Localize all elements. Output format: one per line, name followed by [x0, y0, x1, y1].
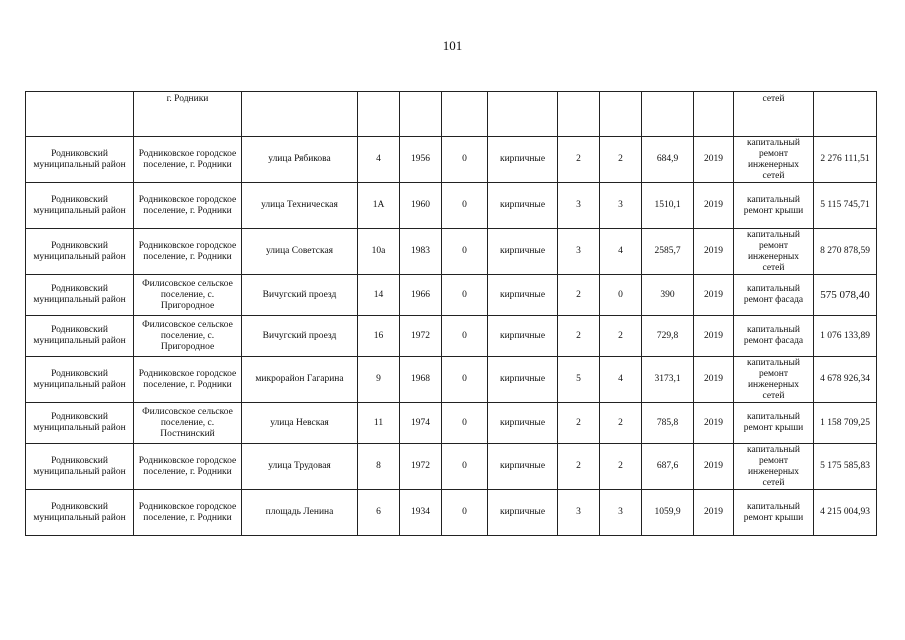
cell-cost: 575 078,40: [814, 275, 877, 316]
cell-zero: 0: [442, 275, 488, 316]
cell-entrances: 0: [600, 275, 642, 316]
cell-house: 8: [358, 444, 400, 490]
table-row: [26, 183, 877, 229]
cell-street: площадь Ленина: [242, 490, 358, 536]
cell-floors: 3: [558, 490, 600, 536]
cell-settlement: Филисовское сельское поселение, с. Постнинский: [134, 403, 242, 444]
cell-area: 3173,1: [642, 357, 694, 403]
cell-entrances: 3: [600, 183, 642, 229]
cell-street: микрорайон Гагарина: [242, 357, 358, 403]
cell-entrances: 2: [600, 403, 642, 444]
cell-cost: 8 270 878,59: [814, 229, 877, 275]
cell-plan-year: 2019: [694, 229, 734, 275]
cell-street: улица Техническая: [242, 183, 358, 229]
cell-work-type: капитальный ремонт крыши: [734, 490, 814, 536]
cell-area: [642, 92, 694, 137]
cell-district: Родниковский муниципальный район: [26, 229, 134, 275]
cell-entrances: 3: [600, 490, 642, 536]
cell-floors: 5: [558, 357, 600, 403]
cell-entrances: [600, 92, 642, 137]
cell-plan-year: 2019: [694, 444, 734, 490]
cell-area: 2585,7: [642, 229, 694, 275]
cell-work-type: капитальный ремонт инженерных сетей: [734, 137, 814, 183]
cell-year-built: 1966: [400, 275, 442, 316]
cell-work-type: капитальный ремонт инженерных сетей: [734, 444, 814, 490]
cell-zero: 0: [442, 444, 488, 490]
cell-house: 14: [358, 275, 400, 316]
cell-area: 684,9: [642, 137, 694, 183]
cell-year-built: 1960: [400, 183, 442, 229]
cell-district: Родниковский муниципальный район: [26, 403, 134, 444]
cell-entrances: 2: [600, 137, 642, 183]
cell-floors: [558, 92, 600, 137]
cell-plan-year: 2019: [694, 137, 734, 183]
table-row: [26, 357, 877, 403]
cell-area: 1510,1: [642, 183, 694, 229]
cell-wall-material: кирпичные: [488, 357, 558, 403]
cell-cost: 4 215 004,93: [814, 490, 877, 536]
cell-wall-material: кирпичные: [488, 137, 558, 183]
cell-settlement: Родниковское городское поселение, г. Родники: [134, 490, 242, 536]
cell-settlement: Филисовское сельское поселение, с. Пригородное: [134, 275, 242, 316]
table-row: [26, 490, 877, 536]
cell-district: [26, 92, 134, 137]
cell-district: Родниковский муниципальный район: [26, 275, 134, 316]
cell-street: Вичугский проезд: [242, 275, 358, 316]
cell-cost: 5 175 585,83: [814, 444, 877, 490]
cell-area: 687,6: [642, 444, 694, 490]
cell-work-type: капитальный ремонт крыши: [734, 183, 814, 229]
cell-street: улица Трудовая: [242, 444, 358, 490]
cell-floors: 3: [558, 229, 600, 275]
cell-entrances: 2: [600, 316, 642, 357]
cell-zero: 0: [442, 183, 488, 229]
cell-work-type: сетей: [734, 92, 814, 137]
cell-zero: [442, 92, 488, 137]
cell-entrances: 4: [600, 229, 642, 275]
cell-floors: 2: [558, 403, 600, 444]
cell-year-built: 1983: [400, 229, 442, 275]
cell-settlement: Родниковское городское поселение, г. Родники: [134, 137, 242, 183]
cell-floors: 2: [558, 275, 600, 316]
cell-wall-material: кирпичные: [488, 403, 558, 444]
cell-floors: 2: [558, 316, 600, 357]
cell-street: [242, 92, 358, 137]
cell-zero: 0: [442, 316, 488, 357]
cell-plan-year: 2019: [694, 183, 734, 229]
cell-house: 4: [358, 137, 400, 183]
cell-street: улица Рябикова: [242, 137, 358, 183]
cell-zero: 0: [442, 229, 488, 275]
table-row: [26, 403, 877, 444]
cell-district: Родниковский муниципальный район: [26, 357, 134, 403]
cell-entrances: 4: [600, 357, 642, 403]
cell-district: Родниковский муниципальный район: [26, 137, 134, 183]
cell-street: Вичугский проезд: [242, 316, 358, 357]
cell-district: Родниковский муниципальный район: [26, 183, 134, 229]
cell-cost: 4 678 926,34: [814, 357, 877, 403]
cell-zero: 0: [442, 137, 488, 183]
cell-cost: 5 115 745,71: [814, 183, 877, 229]
cell-work-type: капитальный ремонт фасада: [734, 316, 814, 357]
cell-wall-material: кирпичные: [488, 183, 558, 229]
cell-wall-material: [488, 92, 558, 137]
cell-settlement: Родниковское городское поселение, г. Родники: [134, 229, 242, 275]
cell-floors: 2: [558, 137, 600, 183]
cell-year-built: 1974: [400, 403, 442, 444]
cell-house: 9: [358, 357, 400, 403]
cell-wall-material: кирпичные: [488, 444, 558, 490]
cell-settlement: Родниковское городское поселение, г. Родники: [134, 444, 242, 490]
cell-plan-year: 2019: [694, 357, 734, 403]
cell-wall-material: кирпичные: [488, 316, 558, 357]
cell-year-built: 1972: [400, 444, 442, 490]
cell-house: 11: [358, 403, 400, 444]
cell-work-type: капитальный ремонт фасада: [734, 275, 814, 316]
cell-cost: 2 276 111,51: [814, 137, 877, 183]
cell-work-type: капитальный ремонт инженерных сетей: [734, 357, 814, 403]
cell-settlement: Родниковское городское поселение, г. Родники: [134, 183, 242, 229]
table-row-continuation: [26, 92, 877, 137]
cell-settlement: г. Родники: [134, 92, 242, 137]
cell-year-built: 1972: [400, 316, 442, 357]
table-row: [26, 316, 877, 357]
table-row: [26, 275, 877, 316]
cell-floors: 3: [558, 183, 600, 229]
cell-street: улица Советская: [242, 229, 358, 275]
cell-house: 6: [358, 490, 400, 536]
cell-cost: [814, 92, 877, 137]
cell-area: 785,8: [642, 403, 694, 444]
cell-house: 16: [358, 316, 400, 357]
cell-wall-material: кирпичные: [488, 229, 558, 275]
cell-house: 10а: [358, 229, 400, 275]
table-row: [26, 444, 877, 490]
cell-work-type: капитальный ремонт инженерных сетей: [734, 229, 814, 275]
cell-area: 729,8: [642, 316, 694, 357]
cell-year-built: 1956: [400, 137, 442, 183]
cell-cost: 1 158 709,25: [814, 403, 877, 444]
cell-area: 1059,9: [642, 490, 694, 536]
cell-house: [358, 92, 400, 137]
cell-area: 390: [642, 275, 694, 316]
cell-zero: 0: [442, 357, 488, 403]
cell-wall-material: кирпичные: [488, 490, 558, 536]
cell-house: 1А: [358, 183, 400, 229]
cell-work-type: капитальный ремонт крыши: [734, 403, 814, 444]
cell-district: Родниковский муниципальный район: [26, 316, 134, 357]
cell-zero: 0: [442, 403, 488, 444]
cell-settlement: Родниковское городское поселение, г. Родники: [134, 357, 242, 403]
cell-cost: 1 076 133,89: [814, 316, 877, 357]
cell-year-built: 1968: [400, 357, 442, 403]
cell-settlement: Филисовское сельское поселение, с. Пригородное: [134, 316, 242, 357]
cell-year-built: 1934: [400, 490, 442, 536]
cell-plan-year: 2019: [694, 275, 734, 316]
repair-registry-table: [25, 91, 877, 536]
cell-floors: 2: [558, 444, 600, 490]
cell-street: улица Невская: [242, 403, 358, 444]
cell-wall-material: кирпичные: [488, 275, 558, 316]
cell-zero: 0: [442, 490, 488, 536]
cell-plan-year: 2019: [694, 316, 734, 357]
cell-plan-year: 2019: [694, 490, 734, 536]
cell-district: Родниковский муниципальный район: [26, 444, 134, 490]
cell-year-built: [400, 92, 442, 137]
table-row: [26, 137, 877, 183]
cell-district: Родниковский муниципальный район: [26, 490, 134, 536]
cell-plan-year: [694, 92, 734, 137]
table-row: [26, 229, 877, 275]
page-number: 101: [442, 38, 463, 53]
cell-entrances: 2: [600, 444, 642, 490]
cell-plan-year: 2019: [694, 403, 734, 444]
